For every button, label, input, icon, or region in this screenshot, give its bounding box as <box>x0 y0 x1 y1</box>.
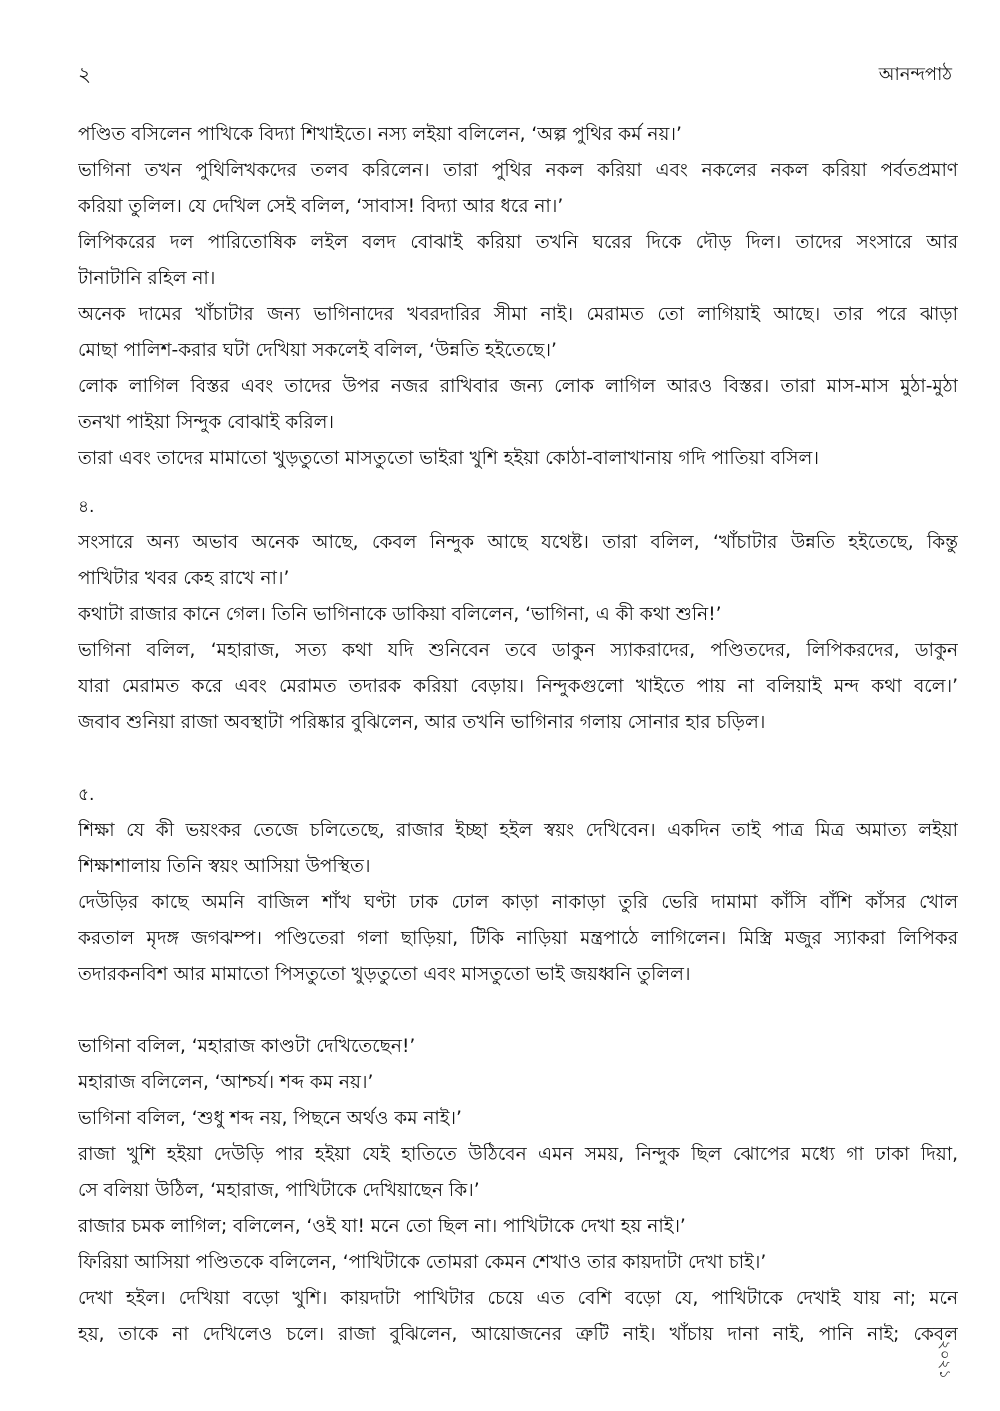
section-number-5: ৫. <box>78 785 95 805</box>
text-line: তদারকনবিশ আর মামাতো পিসতুতো খুড়তুতো এবং মাসতুতো ভাই জয়ধ্বনি তুলিল। <box>78 964 691 985</box>
text-line: পাখিটার খবর কেহ রাখে না।’ <box>78 568 290 589</box>
text-line: দেখা হইল। দেখিয়া বড়ো খুশি। কায়দাটা পাখিটার চেয়ে এত বেশি বড়ো যে, পাখিটাকে দেখাই যায় না; মনে <box>78 1288 958 1309</box>
text-line: লোক লাগিল বিস্তর এবং তাদের উপর নজর রাখিবার জন্য লোক লাগিল আরও বিস্তর। তারা মাস-মাস মুঠা-মুঠা <box>78 376 958 397</box>
text-line: ভাগিনা বলিল, ‘মহারাজ, সত্য কথা যদি শুনিবেন তবে ডাকুন স্যাকরাদের, পণ্ডিতদের, লিপিকরদের, ডাকুন <box>78 640 958 661</box>
text-line: জবাব শুনিয়া রাজা অবস্থাটা পরিষ্কার বুঝিলেন, আর তখনি ভাগিনার গলায় সোনার হার চড়িল। <box>78 712 766 733</box>
book-title: আনন্দপাঠ <box>878 64 952 85</box>
text-line: শিক্ষা যে কী ভয়ংকর তেজে চলিতেছে, রাজার ইচ্ছা হইল স্বয়ং দেখিবেন। একদিন তাই পাত্র মিত্র অমাত্য লইয়া <box>78 820 958 841</box>
text-line: ভাগিনা বলিল, ‘মহারাজ কাণ্ডটা দেখিতেছেন!’ <box>78 1036 416 1057</box>
text-line: হয়, তাকে না দেখিলেও চলে। রাজা বুঝিলেন, আয়োজনের ত্রুটি নাই। খাঁচায় দানা নাই, পানি নাই; কেবল <box>78 1324 958 1345</box>
page-number: ২ <box>78 62 92 86</box>
text-line: ফিরিয়া আসিয়া পণ্ডিতকে বলিলেন, ‘পাখিটাকে তোমরা কেমন শেখাও তার কায়দাটা দেখা চাই।’ <box>78 1252 767 1273</box>
text-line: কথাটা রাজার কানে গেল। তিনি ভাগিনাকে ডাকিয়া বলিলেন, ‘ভাগিনা, এ কী কথা শুনি!’ <box>78 604 722 625</box>
text-line: শিক্ষাশালায় তিনি স্বয়ং আসিয়া উপস্থিত। <box>78 856 371 877</box>
text-line: সে বলিয়া উঠিল, ‘মহারাজ, পাখিটাকে দেখিয়াছেন কি।’ <box>78 1180 480 1201</box>
text-line: তারা এবং তাদের মামাতো খুড়তুতো মাসতুতো ভাইরা খুশি হইয়া কোঠা-বালাখানায় গদি পাতিয়া বসিল। <box>78 448 819 469</box>
text-line: লিপিকরের দল পারিতোষিক লইল বলদ বোঝাই করিয়া তখনি ঘরের দিকে দৌড় দিল। তাদের সংসারে আর <box>78 232 958 253</box>
text-line: সংসারে অন্য অভাব অনেক আছে, কেবল নিন্দুক আছে যথেষ্ট। তারা বলিল, ‘খাঁচাটার উন্নতি হইতেছে, কিন্তু <box>78 532 958 553</box>
text-line: তনখা পাইয়া সিন্দুক বোঝাই করিল। <box>78 412 335 433</box>
text-line: রাজার চমক লাগিল; বলিলেন, ‘ওই যা! মনে তো ছিল না। পাখিটাকে দেখা হয় নাই।’ <box>78 1216 686 1237</box>
text-line: মোছা পালিশ-করার ঘটা দেখিয়া সকলেই বলিল, ‘উন্নতি হইতেছে।’ <box>78 340 557 361</box>
section-number-4: ৪. <box>78 497 95 517</box>
text-line: অনেক দামের খাঁচাটার জন্য ভাগিনাদের খবরদারির সীমা নাই। মেরামত তো লাগিয়াই আছে। তার পরে ঝাড়া <box>78 304 958 325</box>
text-line: রাজা খুশি হইয়া দেউড়ি পার হইয়া যেই হাতিতে উঠিবেন এমন সময়, নিন্দুক ছিল ঝোপের মধ্যে গা ঢাকা দিয়া, <box>78 1144 958 1165</box>
margin-year-mark: ২০২১ <box>936 1340 954 1379</box>
text-line: যারা মেরামত করে এবং মেরামত তদারক করিয়া বেড়ায়। নিন্দুকগুলো খাইতে পায় না বলিয়াই মন্দ কথা বলে।’ <box>78 676 958 697</box>
text-line: দেউড়ির কাছে অমনি বাজিল শাঁখ ঘণ্টা ঢাক ঢোল কাড়া নাকাড়া তুরি ভেরি দামামা কাঁসি বাঁশি কাঁসর খোল <box>78 892 958 913</box>
text-line: পণ্ডিত বসিলেন পাখিকে বিদ্যা শিখাইতে। নস্য লইয়া বলিলেন, ‘অল্প পুথির কর্ম নয়।’ <box>78 124 682 145</box>
text-line: করিয়া তুলিল। যে দেখিল সেই বলিল, ‘সাবাস! বিদ্যা আর ধরে না।’ <box>78 196 564 217</box>
text-line: মহারাজ বলিলেন, ‘আশ্চর্য। শব্দ কম নয়।’ <box>78 1072 374 1093</box>
text-line: ভাগিনা তখন পুথিলিখকদের তলব করিলেন। তারা পুথির নকল করিয়া এবং নকলের নকল করিয়া পর্বতপ্রমাণ <box>78 160 958 181</box>
text-line: ভাগিনা বলিল, ‘শুধু শব্দ নয়, পিছনে অর্থও কম নাই।’ <box>78 1108 462 1129</box>
page-header <box>78 60 952 90</box>
text-line: টানাটানি রহিল না। <box>78 268 216 289</box>
text-line: করতাল মৃদঙ্গ জগঝম্প। পণ্ডিতেরা গলা ছাড়িয়া, টিকি নাড়িয়া মন্ত্রপাঠে লাগিলেন। মিস্ত্রি মজুর স্যাকরা লিপিকর <box>78 928 958 949</box>
